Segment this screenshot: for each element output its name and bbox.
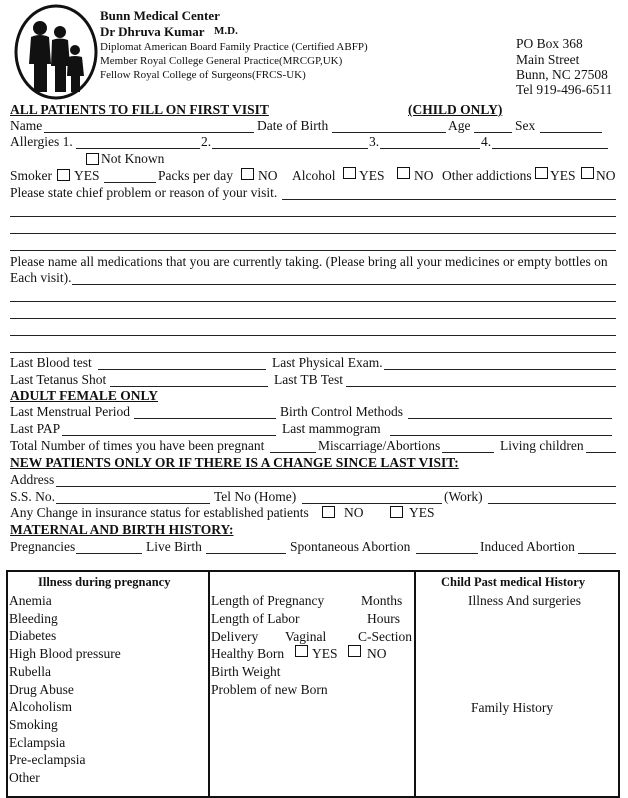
alcohol-label: Alcohol [292, 168, 336, 183]
name-field[interactable] [44, 132, 254, 133]
allergy-1-field[interactable] [76, 148, 200, 149]
birth-weight-label: Birth Weight [211, 664, 281, 679]
address-line-3: Bunn, NC 27508 [516, 67, 608, 82]
healthy-born-no-checkbox[interactable] [348, 645, 361, 657]
credential-2: Member Royal College General Practice(MRCGP,UK) [100, 55, 343, 67]
tel-home-field[interactable] [302, 503, 442, 504]
last-mammogram-label: Last mammogram [282, 421, 381, 436]
length-labor-label: Length of Labor [211, 611, 300, 626]
allergy-4-field[interactable] [492, 148, 608, 149]
illness-item: Diabetes [9, 628, 57, 644]
last-physical-label: Last Physical Exam. [272, 355, 383, 370]
insurance-change-label: Any Change in insurance status for established patients [10, 505, 309, 520]
spont-abortion-field[interactable] [416, 553, 478, 554]
credential-1: Diplomat American Board Family Practice (Certified ABFP) [100, 41, 368, 53]
illness-surgeries-label: Illness And surgeries [468, 593, 581, 608]
chief-problem-line-2[interactable] [10, 216, 616, 217]
birth-control-label: Birth Control Methods [280, 404, 404, 419]
medications-line-2[interactable] [10, 301, 616, 302]
ss-no-label: S.S. No. [10, 489, 56, 504]
last-blood-field[interactable] [98, 369, 266, 370]
c-section-label: C-Section [358, 629, 412, 644]
last-physical-field[interactable] [384, 369, 616, 370]
other-addictions-label: Other addictions [442, 168, 532, 183]
length-pregnancy-label: Length of Pregnancy [211, 593, 325, 608]
packs-label: Packs per day [158, 168, 233, 183]
chief-problem-field[interactable] [282, 199, 616, 200]
allergy-2-label: 2. [201, 134, 212, 149]
illness-item: Bleeding [9, 610, 58, 626]
total-pregnant-field[interactable] [270, 452, 316, 453]
family-history-label: Family History [471, 700, 554, 715]
allergy-2-field[interactable] [212, 148, 368, 149]
smoker-no-checkbox[interactable] [241, 168, 254, 180]
section-new-patients: NEW PATIENTS ONLY OR IF THERE IS A CHANGE SINCE LAST VISIT: [10, 455, 459, 470]
tel-home-label: Tel No (Home) [214, 489, 297, 504]
healthy-born-yes-checkbox[interactable] [295, 645, 308, 657]
table-divider-1 [208, 572, 210, 796]
last-mammogram-field[interactable] [390, 435, 612, 436]
ss-no-field[interactable] [56, 503, 210, 504]
vaginal-label: Vaginal [285, 629, 327, 644]
last-blood-label: Last Blood test [10, 355, 92, 370]
last-pap-label: Last PAP [10, 421, 61, 436]
sex-field[interactable] [540, 132, 602, 133]
addictions-yes-label: YES [550, 168, 576, 183]
allergy-3-field[interactable] [380, 148, 480, 149]
section-all-patients: ALL PATIENTS TO FILL ON FIRST VISIT [10, 102, 269, 117]
medications-line-4[interactable] [10, 335, 616, 336]
doctor-name: Dr Dhruva Kumar [100, 24, 205, 39]
sex-label: Sex [515, 118, 536, 133]
illness-item: High Blood pressure [9, 646, 121, 662]
illness-item: Alcoholism [9, 699, 72, 715]
months-label: Months [361, 593, 403, 608]
allergies-label: Allergies 1. [10, 134, 73, 149]
address-label: Address [10, 472, 55, 487]
address-field[interactable] [56, 486, 616, 487]
healthy-born-yes-label: YES [312, 646, 338, 661]
age-label: Age [448, 118, 471, 133]
pregnancies-field[interactable] [76, 553, 142, 554]
addictions-yes-checkbox[interactable] [535, 167, 548, 179]
dob-field[interactable] [332, 132, 446, 133]
miscarriage-field[interactable] [442, 452, 494, 453]
child-history-header: Child Past medical History [441, 575, 586, 589]
smoker-yes-checkbox[interactable] [57, 169, 70, 181]
insurance-yes-checkbox[interactable] [390, 506, 403, 518]
delivery-label: Delivery [211, 629, 259, 644]
last-pap-field[interactable] [62, 435, 276, 436]
illness-item: Anemia [9, 593, 52, 608]
induced-abortion-field[interactable] [578, 553, 616, 554]
address-line-1: PO Box 368 [516, 36, 583, 51]
illness-item: Eclampsia [9, 734, 66, 750]
last-tetanus-field[interactable] [110, 386, 268, 387]
addictions-no-label: NO [596, 168, 616, 183]
smoker-blank[interactable] [104, 182, 156, 183]
chief-problem-label: Please state chief problem or reason of your visit. [10, 185, 278, 200]
addictions-no-checkbox[interactable] [581, 167, 594, 179]
dob-label: Date of Birth [257, 118, 329, 133]
section-maternal: MATERNAL AND BIRTH HISTORY: [10, 522, 234, 537]
not-known-label: Not Known [101, 151, 165, 166]
birth-control-field[interactable] [408, 418, 612, 419]
tel-work-field[interactable] [488, 503, 616, 504]
phone: Tel 919-496-6511 [516, 82, 613, 97]
illness-item: Rubella [9, 663, 51, 679]
hours-label: Hours [367, 611, 400, 626]
medications-line-5[interactable] [10, 352, 616, 353]
illness-item: Smoking [9, 716, 58, 732]
live-birth-label: Live Birth [146, 539, 202, 554]
last-menstrual-label: Last Menstrual Period [10, 404, 130, 419]
allergy-4-label: 4. [481, 134, 492, 149]
miscarriage-label: Miscarriage/Abortions [318, 438, 441, 453]
medications-line-3[interactable] [10, 318, 616, 319]
smoker-no-label: NO [258, 168, 278, 183]
center-name: Bunn Medical Center [100, 8, 220, 23]
problem-newborn-label: Problem of new Born [211, 682, 328, 697]
alcohol-yes-label: YES [359, 168, 385, 183]
family-logo-icon [14, 4, 98, 100]
alcohol-yes-checkbox[interactable] [343, 167, 356, 179]
smoker-yes-label: YES [74, 168, 100, 183]
live-birth-field[interactable] [206, 553, 286, 554]
living-children-label: Living children [500, 438, 584, 453]
pregnancies-label: Pregnancies [10, 539, 76, 554]
illness-item: Pre-eclampsia [9, 752, 86, 768]
allergy-3-label: 3. [369, 134, 380, 149]
healthy-born-no-label: NO [367, 646, 387, 661]
doctor-suffix: M.D. [214, 25, 238, 37]
illness-pregnancy-header: Illness during pregnancy [38, 575, 171, 589]
spont-abortion-label: Spontaneous Abortion [290, 539, 411, 554]
medications-label-2: Each visit). [10, 270, 72, 285]
last-menstrual-field[interactable] [134, 418, 276, 419]
illness-item: Other [9, 770, 40, 785]
alcohol-no-label: NO [414, 168, 434, 183]
insurance-no-checkbox[interactable] [322, 506, 335, 518]
table-divider-2 [414, 572, 416, 796]
name-label: Name [10, 118, 43, 133]
illness-item: Drug Abuse [9, 681, 74, 697]
not-known-checkbox[interactable] [86, 153, 99, 165]
total-pregnant-label: Total Number of times you have been pregnant [10, 438, 265, 453]
address-line-2: Main Street [516, 52, 580, 67]
child-only-label: (CHILD ONLY) [408, 102, 503, 117]
living-children-field[interactable] [586, 452, 616, 453]
healthy-born-label: Healthy Born [211, 646, 285, 661]
medications-label-1: Please name all medications that you are currently taking. (Please bring all your medicines or empty bottles on [10, 254, 608, 269]
tel-work-label: (Work) [444, 489, 483, 504]
medications-field[interactable] [72, 284, 616, 285]
chief-problem-line-3[interactable] [10, 233, 616, 234]
section-adult-female: ADULT FEMALE ONLY [10, 388, 159, 403]
induced-abortion-label: Induced Abortion [480, 539, 575, 554]
insurance-no-label: NO [344, 505, 364, 520]
smoker-label: Smoker [10, 168, 52, 183]
credential-3: Fellow Royal College of Surgeons(FRCS-UK) [100, 69, 306, 81]
chief-problem-line-4[interactable] [10, 250, 616, 251]
insurance-yes-label: YES [409, 505, 435, 520]
last-tb-field[interactable] [346, 386, 616, 387]
alcohol-no-checkbox[interactable] [397, 167, 410, 179]
last-tb-label: Last TB Test [274, 372, 344, 387]
last-tetanus-label: Last Tetanus Shot [10, 372, 107, 387]
age-field[interactable] [474, 132, 512, 133]
